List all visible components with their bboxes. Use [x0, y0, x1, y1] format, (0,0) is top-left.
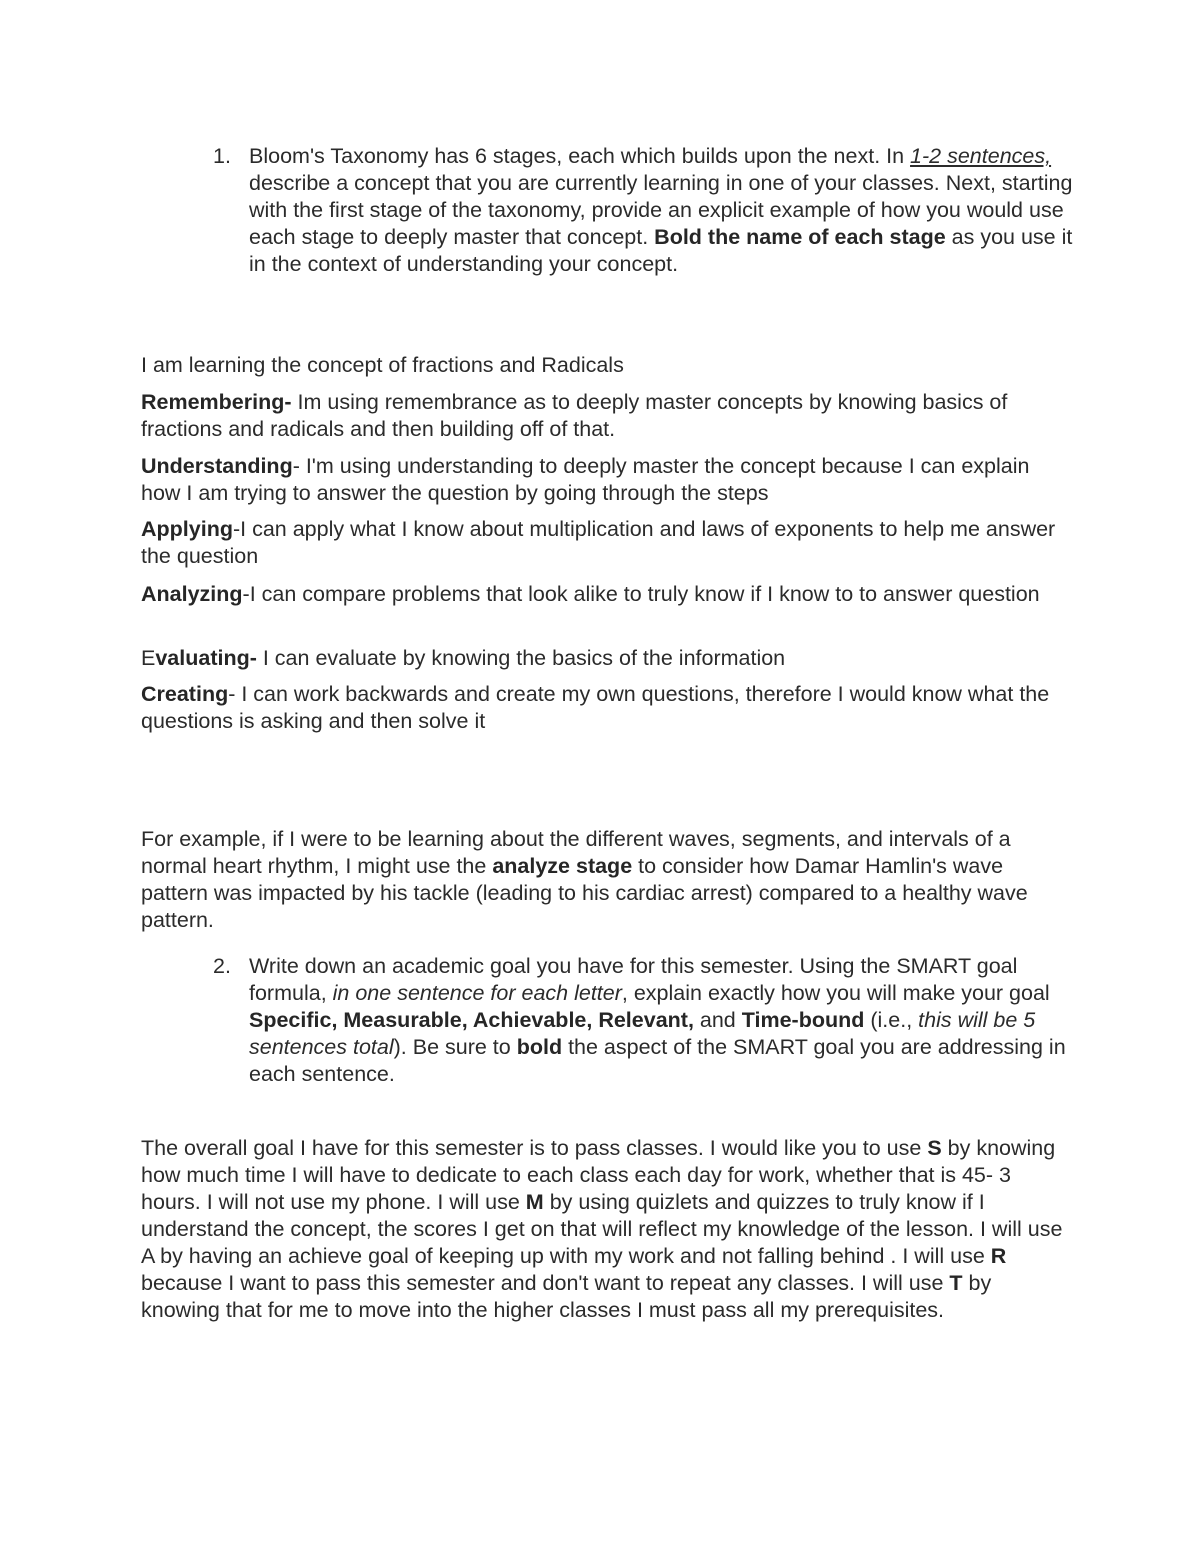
- question-2: [213, 953, 1073, 1088]
- question-2-text: Write down an academic goal you have for this semester. Using the SMART goal formula, in one sentence for each letter, explain exactly how you will make your goal Specific, Measurable, Achievable, Relevant, and Time-bound (i.e., this will be 5 sentences total). Be sure to bold the aspect of the SMART goal you are addressing in each sentence.: [249, 954, 1066, 1086]
- example-paragraph: For example, if I were to be learning about the different waves, segments, and intervals of a normal heart rhythm, I might use the analyze stage to consider how Damar Hamlin's wave pattern was impacted by his tackle (leading to his cardiac arrest) compared to a healthy wave pattern.: [141, 827, 1028, 932]
- stage-analyzing: Analyzing-I can compare problems that look alike to truly know if I know to to answer question: [141, 582, 1040, 606]
- stage-evaluating: Evaluating- I can evaluate by knowing the basics of the information: [141, 646, 786, 670]
- stage-remembering: Remembering- Im using remembrance as to deeply master concepts by knowing basics of fractions and radicals and then building off of that.: [141, 390, 1008, 441]
- question-2-number: 2.: [213, 954, 231, 978]
- answer-2-paragraph: The overall goal I have for this semester is to pass classes. I would like you to use S by knowing how much time I will have to dedicate to each class each day for work, whether that is 45- 3 hours. I will not use my phone. I will use M by using quizlets and quizzes to truly know if I understand the concept, the scores I get on that will reflect my knowledge of the lesson. I will use A by having an achieve goal of keeping up with my work and not falling behind . I will use R because I want to pass this semester and don't want to repeat any classes. I will use T by knowing that for me to move into the higher classes I must pass all my prerequisites.: [141, 1136, 1063, 1322]
- stage-applying: Applying-I can apply what I know about multiplication and laws of exponents to help me answer the question: [141, 517, 1056, 568]
- stage-understanding: Understanding- I'm using understanding to deeply master the concept because I can explain how I am trying to answer the question by going through the steps: [141, 454, 1030, 505]
- question-1-number: 1.: [213, 144, 231, 168]
- question-1: [213, 143, 1073, 278]
- question-1-text: Bloom's Taxonomy has 6 stages, each which builds upon the next. In 1-2 sentences, describe a concept that you are currently learning in one of your classes. Next, starting with the first stage of the taxonomy, provide an explicit example of how you would use each stage to deeply master that concept. Bold the name of each stage as you use it in the context of understanding your concept.: [249, 144, 1073, 276]
- stage-creating: Creating- I can work backwards and create my own questions, therefore I would know what the questions is asking and then solve it: [141, 682, 1050, 733]
- intro-line: I am learning the concept of fractions and Radicals: [141, 353, 624, 377]
